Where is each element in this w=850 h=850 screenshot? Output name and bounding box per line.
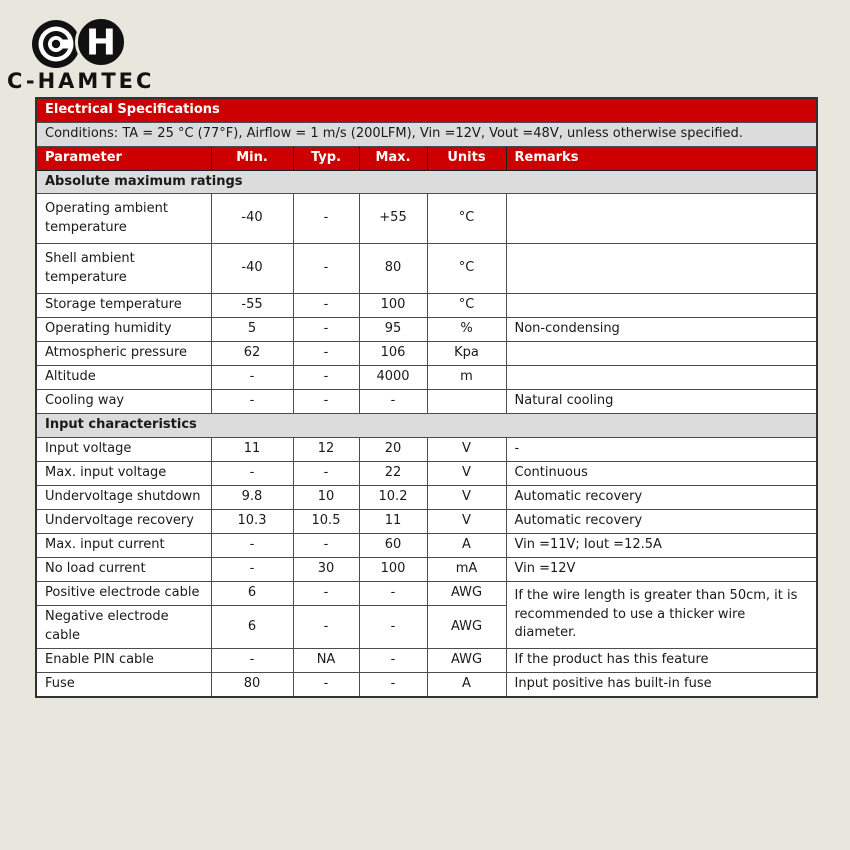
table-row: [36, 438, 817, 462]
cell-parameter: Max. input voltage: [36, 462, 211, 486]
section-title: Absolute maximum ratings: [36, 170, 817, 194]
cell-min: -: [211, 648, 293, 672]
cell-units: m: [427, 366, 506, 390]
cell-max: 100: [359, 294, 427, 318]
cell-parameter: Shell ambient temperature: [36, 244, 211, 294]
cell-max: -: [359, 582, 427, 606]
cell-remarks: Vin =11V; Iout =12.5A: [506, 534, 817, 558]
cell-units: V: [427, 486, 506, 510]
cell-units: mA: [427, 558, 506, 582]
cell-max: -: [359, 648, 427, 672]
cell-max: 80: [359, 244, 427, 294]
conditions-text: Conditions: TA = 25 °C (77°F), Airflow = 1 m/s (200LFM), Vin =12V, Vout =48V, unless otherwise specified.: [36, 122, 817, 146]
cell-remarks: Natural cooling: [506, 390, 817, 414]
conditions-row: [36, 122, 817, 146]
cell-remarks: If the wire length is greater than 50cm, it is recommended to use a thicker wire diameter.: [506, 582, 817, 649]
cell-max: +55: [359, 194, 427, 244]
cell-units: A: [427, 534, 506, 558]
cell-min: 11: [211, 438, 293, 462]
company-logo: [4, 8, 184, 96]
cell-remarks: If the product has this feature: [506, 648, 817, 672]
cell-min: 10.3: [211, 510, 293, 534]
column-header-typ: Typ.: [293, 146, 359, 170]
cell-min: -: [211, 366, 293, 390]
cell-remarks: -: [506, 438, 817, 462]
cell-remarks: Automatic recovery: [506, 510, 817, 534]
cell-units: °C: [427, 244, 506, 294]
cell-max: -: [359, 672, 427, 696]
cell-max: 20: [359, 438, 427, 462]
cell-units: V: [427, 462, 506, 486]
cell-parameter: Altitude: [36, 366, 211, 390]
table-row: [36, 558, 817, 582]
cell-min: 6: [211, 606, 293, 649]
electrical-specifications-table: [35, 97, 818, 698]
cell-max: -: [359, 390, 427, 414]
cell-min: -: [211, 558, 293, 582]
cell-parameter: Input voltage: [36, 438, 211, 462]
cell-typ: -: [293, 318, 359, 342]
table-row: [36, 390, 817, 414]
cell-parameter: Operating ambient temperature: [36, 194, 211, 244]
table-row: [36, 366, 817, 390]
cell-parameter: Undervoltage shutdown: [36, 486, 211, 510]
cell-units: V: [427, 510, 506, 534]
table-row: [36, 462, 817, 486]
table-title-row: [36, 98, 817, 122]
cell-parameter: Enable PIN cable: [36, 648, 211, 672]
cell-typ: -: [293, 606, 359, 649]
section-header-row: [36, 170, 817, 194]
cell-min: 6: [211, 582, 293, 606]
cell-remarks: Input positive has built-in fuse: [506, 672, 817, 696]
cell-units: V: [427, 438, 506, 462]
cell-typ: -: [293, 462, 359, 486]
cell-units: AWG: [427, 606, 506, 649]
cell-remarks: Automatic recovery: [506, 486, 817, 510]
logo-wordmark: C-HAMTEC: [7, 69, 155, 93]
table-row: [36, 582, 817, 606]
cell-typ: -: [293, 244, 359, 294]
cell-remarks: Vin =12V: [506, 558, 817, 582]
cell-typ: -: [293, 582, 359, 606]
cell-min: -: [211, 390, 293, 414]
cell-typ: -: [293, 390, 359, 414]
cell-max: 10.2: [359, 486, 427, 510]
cell-max: 95: [359, 318, 427, 342]
table-row: [36, 342, 817, 366]
table-row: [36, 486, 817, 510]
column-header-units: Units: [427, 146, 506, 170]
cell-parameter: Atmospheric pressure: [36, 342, 211, 366]
cell-min: -40: [211, 194, 293, 244]
cell-typ: -: [293, 534, 359, 558]
cell-parameter: Positive electrode cable: [36, 582, 211, 606]
cell-typ: -: [293, 672, 359, 696]
cell-typ: -: [293, 294, 359, 318]
cell-max: 60: [359, 534, 427, 558]
cell-units: °C: [427, 194, 506, 244]
cell-typ: 30: [293, 558, 359, 582]
cell-max: -: [359, 606, 427, 649]
table-row: [36, 534, 817, 558]
cell-min: 80: [211, 672, 293, 696]
section-title: Input characteristics: [36, 414, 817, 438]
section-header-row: [36, 414, 817, 438]
table-row: [36, 318, 817, 342]
table-row: [36, 194, 817, 244]
table-title: Electrical Specifications: [36, 98, 817, 122]
cell-typ: NA: [293, 648, 359, 672]
cell-max: 11: [359, 510, 427, 534]
cell-parameter: Max. input current: [36, 534, 211, 558]
cell-parameter: Undervoltage recovery: [36, 510, 211, 534]
column-header-row: [36, 146, 817, 170]
cell-min: 62: [211, 342, 293, 366]
cell-parameter: No load current: [36, 558, 211, 582]
cell-units: A: [427, 672, 506, 696]
cell-parameter: Storage temperature: [36, 294, 211, 318]
cell-remarks: [506, 194, 817, 244]
cell-max: 4000: [359, 366, 427, 390]
cell-typ: 10.5: [293, 510, 359, 534]
cell-remarks: [506, 294, 817, 318]
column-header-parameter: Parameter: [36, 146, 211, 170]
cell-parameter: Negative electrode cable: [36, 606, 211, 649]
table-row: [36, 294, 817, 318]
cell-max: 22: [359, 462, 427, 486]
table-row: [36, 672, 817, 696]
cell-units: Kpa: [427, 342, 506, 366]
cell-min: -40: [211, 244, 293, 294]
cell-remarks: Non-condensing: [506, 318, 817, 342]
cell-min: 5: [211, 318, 293, 342]
svg-text:H: H: [85, 22, 117, 64]
cell-typ: -: [293, 194, 359, 244]
cell-max: 100: [359, 558, 427, 582]
cell-min: -55: [211, 294, 293, 318]
cell-remarks: [506, 366, 817, 390]
cell-units: AWG: [427, 648, 506, 672]
cell-units: %: [427, 318, 506, 342]
cell-parameter: Operating humidity: [36, 318, 211, 342]
cell-parameter: Cooling way: [36, 390, 211, 414]
ch-monogram-icon: [32, 18, 126, 69]
cell-remarks: [506, 244, 817, 294]
table-row: [36, 244, 817, 294]
cell-max: 106: [359, 342, 427, 366]
cell-units: [427, 390, 506, 414]
cell-parameter: Fuse: [36, 672, 211, 696]
cell-remarks: [506, 342, 817, 366]
cell-units: °C: [427, 294, 506, 318]
column-header-max: Max.: [359, 146, 427, 170]
cell-units: AWG: [427, 582, 506, 606]
table-row: [36, 648, 817, 672]
cell-typ: 10: [293, 486, 359, 510]
cell-remarks: Continuous: [506, 462, 817, 486]
cell-min: -: [211, 462, 293, 486]
table-row: [36, 510, 817, 534]
column-header-remarks: Remarks: [506, 146, 817, 170]
cell-typ: -: [293, 342, 359, 366]
column-header-min: Min.: [211, 146, 293, 170]
cell-min: -: [211, 534, 293, 558]
spec-table-body: [36, 98, 817, 697]
cell-typ: 12: [293, 438, 359, 462]
cell-min: 9.8: [211, 486, 293, 510]
cell-typ: -: [293, 366, 359, 390]
